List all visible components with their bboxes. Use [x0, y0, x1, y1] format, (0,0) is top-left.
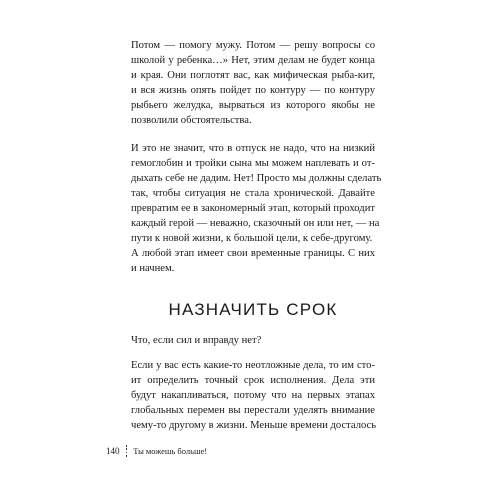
text-line: и начнем.: [131, 263, 175, 274]
text-line: позволили обстоятельства.: [131, 115, 252, 126]
text-line: будут накапливаться, потому что на первых этапах: [131, 390, 375, 401]
running-title: Ты можешь больше!: [133, 445, 208, 456]
text-line: и вся жизнь опять пойдет по контуру — по контуру: [131, 85, 375, 96]
text-line: глобальных перемен вы перестали уделять внимание: [131, 405, 375, 416]
dotted-separator: [126, 445, 128, 457]
text-line: А любой этап имеет свои временные границы. С них: [131, 248, 375, 259]
text-line: так, чтобы ситуация не стала хронической. Давайте: [131, 188, 375, 199]
text-line: Что, если сил и вправду нет?: [131, 335, 262, 346]
text-line: гемоглобин и тройки сына мы можем наплевать и от-: [131, 158, 375, 169]
paragraph-2: [131, 141, 382, 246]
page-number: 140: [106, 445, 120, 456]
paragraph-3: [131, 246, 375, 276]
text-line: ит определить точный срок исполнения. Дела эти: [131, 375, 375, 386]
question-paragraph: [131, 333, 375, 348]
text-line: школой у ребенка…» Нет, этим делам не будет конца: [131, 55, 375, 66]
text-line: Потом — помогу мужу. Потом — решу вопросы со: [131, 40, 375, 51]
text-line: превратим ее в закономерный этап, который проходит: [131, 203, 375, 214]
page-footer: [106, 445, 207, 457]
text-line: и края. Они поглотят вас, как мифическая рыба-кит,: [131, 70, 375, 81]
paragraph-4: [131, 358, 375, 433]
text-line: дыхать себе не дадим. Нет! Просто мы должны сделать: [131, 173, 382, 184]
text-line: рыбьего желудка, вырваться из которого якобы не: [131, 100, 375, 111]
text-line: Если у вас есть какие-то неотложные дела, то им сто-: [131, 360, 375, 371]
text-line: пути к новой жизни, к большой цели, к себе-другому.: [131, 233, 373, 244]
paragraph-1: [131, 38, 375, 128]
text-line: И это не значит, что в отпуск не надо, что на низкий: [131, 143, 375, 154]
text-line: каждый герой — неважно, сказочный он или нет, — на: [131, 218, 380, 229]
section-heading: НАЗНАЧИТЬ СРОК: [168, 300, 338, 319]
text-line: чему-то другому в жизни. Меньше времени досталось: [131, 420, 377, 431]
